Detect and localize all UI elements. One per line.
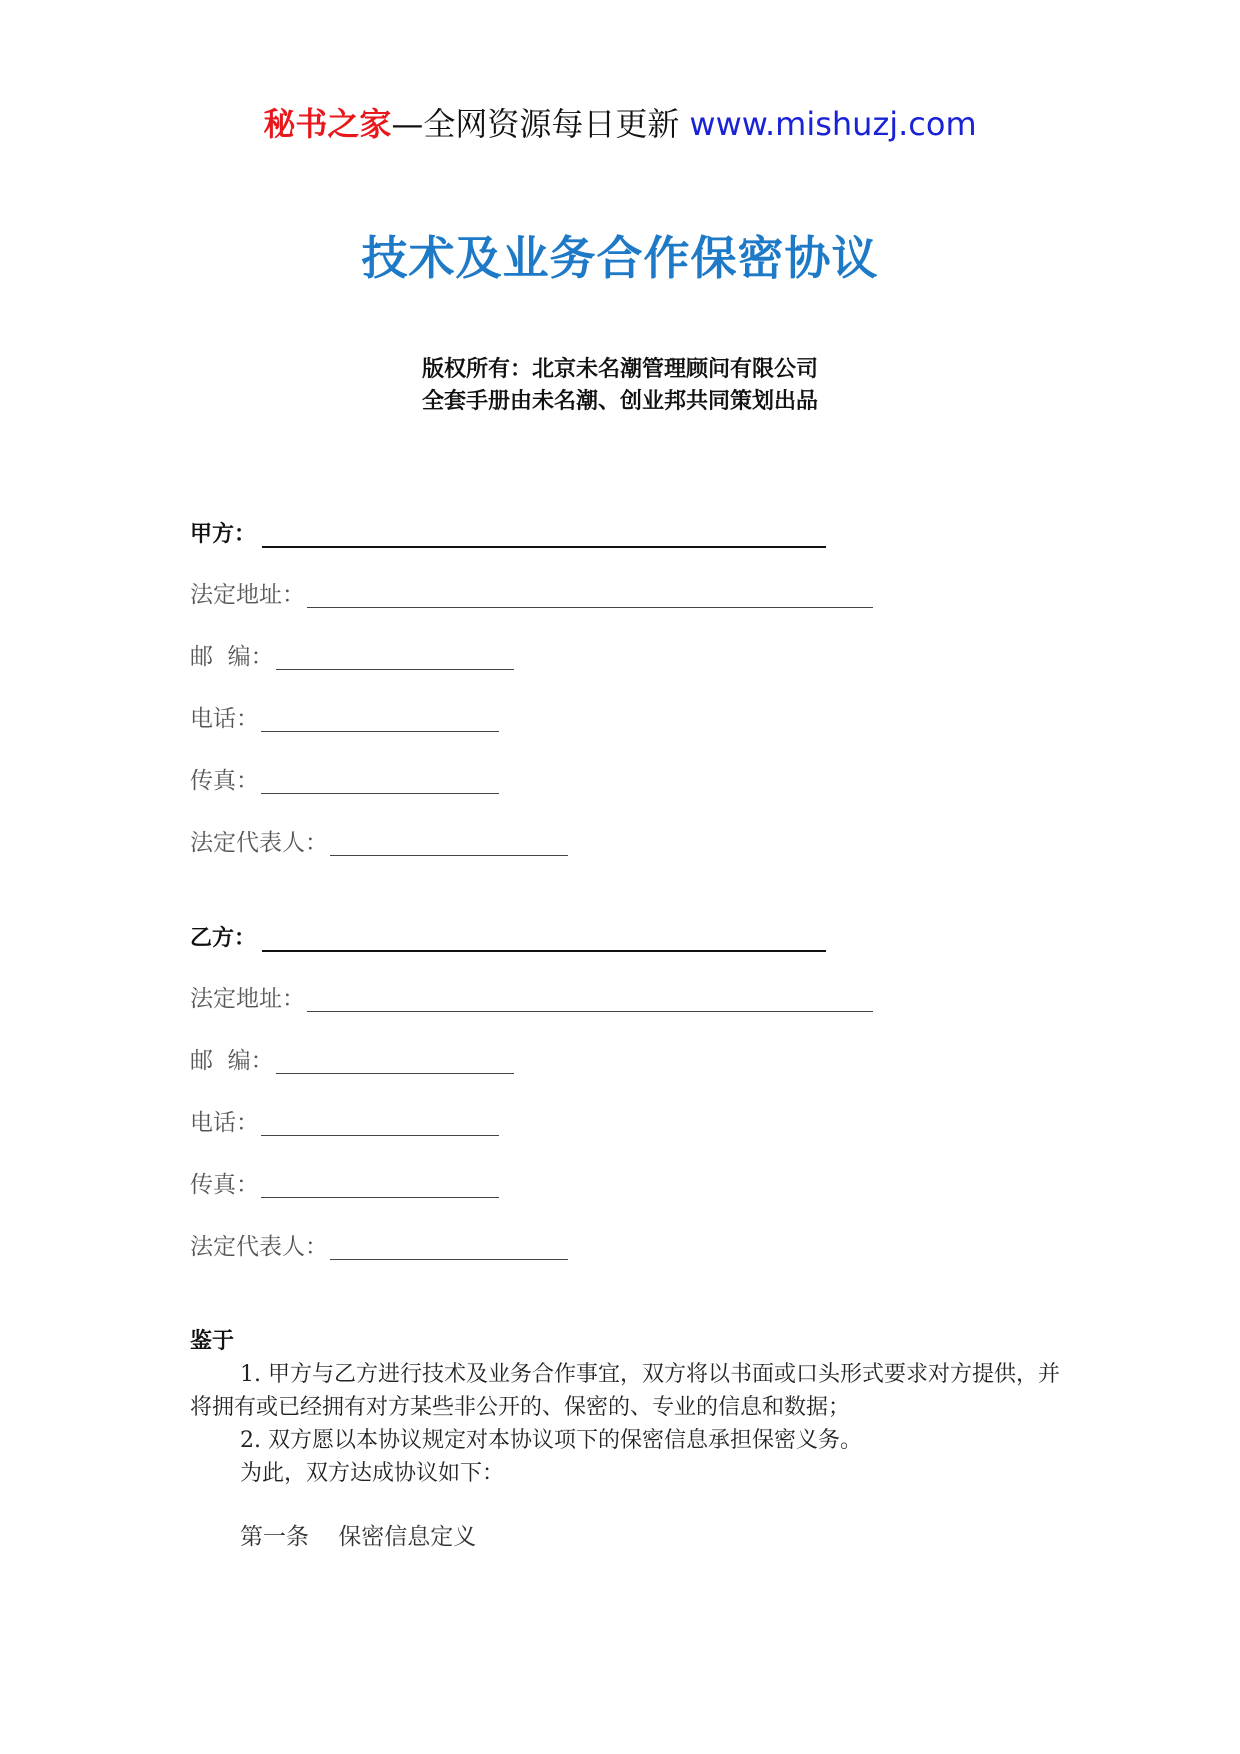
party-a-blank[interactable] [262,520,826,548]
party-a-phone-row [190,702,499,736]
party-b-postcode-blank[interactable] [276,1047,514,1074]
party-a-representative-blank[interactable] [330,829,568,856]
party-a-address-row [190,578,873,612]
party-b-phone-row [190,1106,499,1140]
party-b-phone-label: 电话： [190,1110,259,1136]
party-b-fax-blank[interactable] [261,1171,499,1198]
party-a-postcode-label: 邮 编： [190,644,274,670]
party-a-fax-label: 传真： [190,768,259,794]
party-b-postcode-row [190,1044,514,1078]
party-b-address-row [190,982,873,1016]
site-banner [0,102,1240,146]
banner-brand: 秘书之家 [263,105,392,143]
article-1-heading: 第一条 保密信息定义 [240,1524,477,1550]
recital-item-2: 2. 双方愿以本协议规定对本协议项下的保密信息承担保密义务。 [240,1428,862,1453]
party-b-representative-label: 法定代表人： [190,1234,328,1260]
party-b-phone-blank[interactable] [261,1109,499,1136]
recital-item-1: 1. 甲方与乙方进行技术及业务合作事宜，双方将以书面或口头形式要求对方提供，并将拥有或已经拥有对方某些非公开的、保密的、专业的信息和数据； [190,1362,1060,1420]
recitals-conclusion: 为此，双方达成协议如下： [240,1461,505,1486]
party-b-label: 乙方： [190,926,257,951]
party-b-fax-row [190,1168,499,1202]
party-a-postcode-row [190,640,514,674]
party-b-fax-label: 传真： [190,1172,259,1198]
party-a-fax-blank[interactable] [261,767,499,794]
party-b-address-blank[interactable] [307,985,873,1012]
party-a-address-label: 法定地址： [190,582,305,608]
party-b-postcode-label: 邮 编： [190,1048,274,1074]
banner-url-link[interactable]: www.mishuzj.com [689,105,977,143]
party-a-fax-row [190,764,499,798]
party-b-representative-row [190,1230,568,1264]
party-b-row [190,922,826,956]
party-a-phone-label: 电话： [190,706,259,732]
party-a-row [190,518,826,552]
party-a-address-blank[interactable] [307,581,873,608]
party-b-address-label: 法定地址： [190,986,305,1012]
document-title: 技术及业务合作保密协议 [361,231,879,285]
party-a-label: 甲方： [190,522,257,547]
party-a-representative-row [190,826,568,860]
copyright-line-1: 版权所有：北京未名潮管理顾问有限公司 [421,357,818,382]
party-a-postcode-blank[interactable] [276,643,514,670]
party-b-blank[interactable] [262,924,826,952]
copyright-line-2: 全套手册由未名潮、创业邦共同策划出品 [421,389,818,414]
party-a-phone-blank[interactable] [261,705,499,732]
recitals-heading: 鉴于 [190,1329,235,1354]
party-a-representative-label: 法定代表人： [190,830,328,856]
party-b-representative-blank[interactable] [330,1233,568,1260]
banner-tagline: —全网资源每日更新 [391,105,680,143]
